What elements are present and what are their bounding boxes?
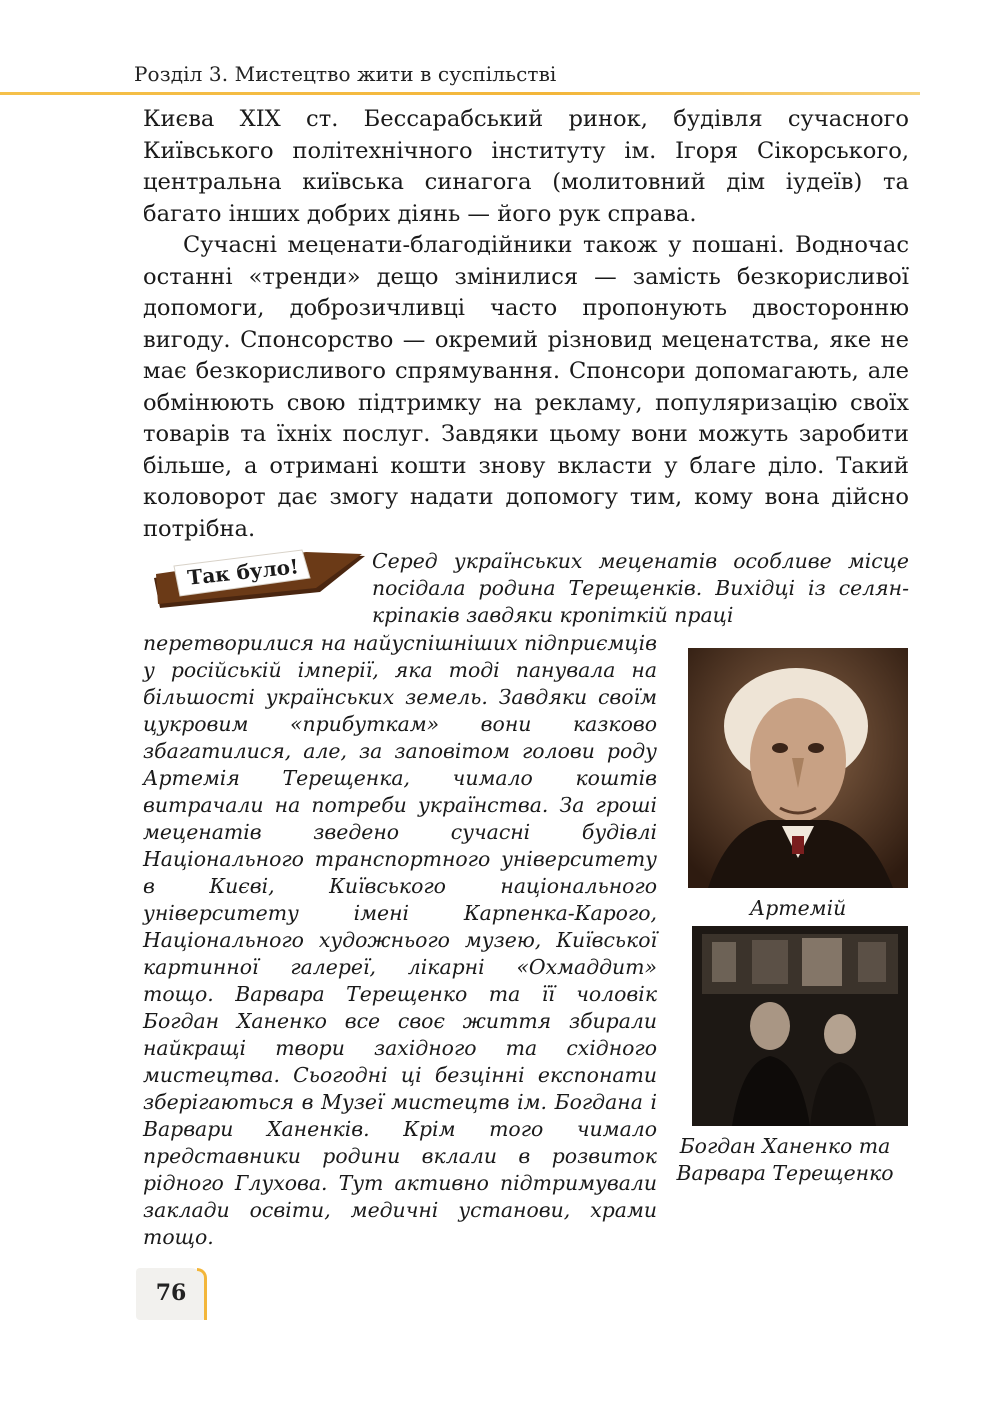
couple-caption: Богдан Ханенко та Варвара Терещенко <box>676 1134 894 1185</box>
khanenko-couple-photo <box>692 926 908 1126</box>
main-text <box>143 104 909 545</box>
header-rule <box>0 92 920 95</box>
artemii-portrait-photo <box>688 648 908 888</box>
page-number-box <box>136 1268 206 1320</box>
page-number: 76 <box>155 1280 187 1306</box>
portrait-caption: Артемій <box>749 896 847 920</box>
portrait-photo-icon <box>688 648 908 888</box>
sidebar-story: перетворилися на найуспішніших підприємців у російській імперії, яка тоді панувала на більшості українських земель. Завдяки своїм цукровим «прибуткам» вони казково збагатилися, але, за заповітом голови роду Артемія Терещенка, чимало коштів витрачали на потреби українства. За гроші меценатів зведено сучасні будівлі Національного транспортного університету в Києві, Київського національного університету імені Карпенка-Карого, Національного художнього музею, Київської картинної галереї, лікарні «Охмаддит» тощо. Варвара Терещенко та її чоловік Богдан Ханенко все своє життя збирали найкращі твори західного та східного мистецтва. Сьогодні ці безцінні експонати зберігаються в Музеї мистецтв ім. Богдана і Варвари Ханенків. Крім того чимало представники родини вклали в розвиток рідного Глухова. Тут активно підтримували заклади освіти, медичні установи, храми тощо. <box>143 631 657 1249</box>
running-header: Розділ 3. Мистецтво жити в суспільстві <box>134 62 557 86</box>
couple-photo-icon <box>692 926 908 1126</box>
tak-bulo-badge <box>150 548 365 610</box>
badge-label: Так було! <box>186 554 300 590</box>
paragraph-1: Києва XIX ст. Бессарабський ринок, будівля сучасного Київського політехнічного інституту ім. Ігоря Сікорського, центральна київська синагога (молитовний дім іудеїв) та багато інших добрих діянь — його рук справа. <box>143 106 909 227</box>
sidebar-intro: Серед українських меценатів особливе місце посідала родина Терещенків. Вихідці із селян-кріпаків завдяки кропіткій праці <box>372 549 909 627</box>
paragraph-2: Сучасні меценати-благодійники також у пошані. Водночас останні «тренди» дещо змінилися — замість безкорисливої допомоги, доброзичливці часто пропонують двосторонню вигоду. Спонсорство — окремий різновид меценатства, яке не має безкорисливого спрямування. Спонсори допомагають, але обмінюють свою підтримку на рекламу, популяризацію своїх товарів та їхніх послуг. Завдяки цьому вони можуть заробити більше, а отримані кошти знову вкласти у благе діло. Такий коловорот дає змогу надати допомогу тим, кому вона дійсно потрібна. <box>143 232 909 542</box>
